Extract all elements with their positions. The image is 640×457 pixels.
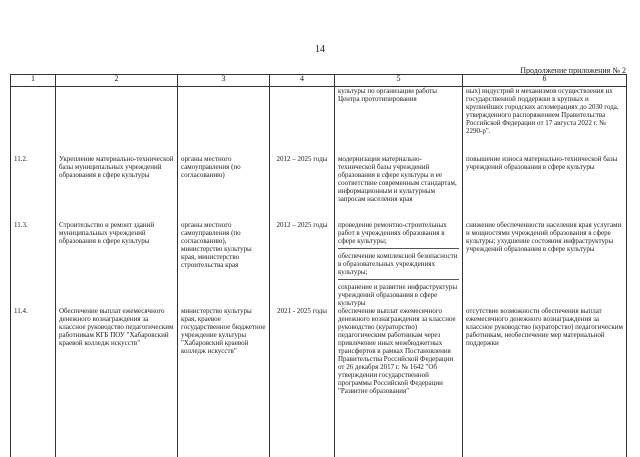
result-item: проведение ремонтно-строительных работ в учреждениях образования в сфере культуры;	[338, 221, 447, 245]
row-number: 11.2.	[11, 155, 56, 221]
result-cell	[335, 307, 463, 457]
row-number: 11.4.	[11, 307, 56, 457]
executor-cell: органы местного самоуправления (по согласованию)	[178, 155, 270, 221]
measure-title: Укрепление материально-технической базы муниципальных учреждений образования в сфере культуры	[56, 155, 178, 221]
column-header: 4	[270, 75, 335, 87]
table-row	[11, 307, 627, 457]
result-divider	[338, 248, 459, 249]
continuation-row	[11, 87, 627, 156]
result-item: сохранение и развитие инфраструктуры учреждений образования в сфере культуры	[338, 283, 458, 307]
measure-title: Обеспечение выплат ежемесячного денежного вознаграждения за классное руководство педагогическим работникам КГБ ПОУ "Хабаровский краевой колледж искусств"	[56, 307, 178, 457]
column-header: 6	[463, 75, 627, 87]
consequence-cell: отсутствие возможности обеспечения выплат ежемесячного денежного вознаграждения за классное руководство (кураторство) педагогическим работникам, необеспечение мер материальной поддержки	[463, 307, 627, 457]
column-header: 5	[335, 75, 463, 87]
column-header-row	[11, 75, 627, 87]
result-cell: культуры по организации работы Центра прототипирования	[335, 87, 463, 156]
result-divider	[338, 279, 459, 280]
table-row	[11, 221, 627, 307]
executor-cell: министерство культуры края, краевое государственное бюджетное учреждение культуры "Хабаровский краевой колледж искусств"	[178, 307, 270, 457]
consequence-cell: снижение обеспеченности населения края услугами и мощностями учреждений образования в сфере культуры; ухудшение состояния инфраструктуры учреждений образования в сфере культуры	[463, 221, 627, 307]
column-header: 1	[11, 75, 56, 87]
measure-title: Строительство и ремонт зданий муниципальных учреждений образования в сфере культуры	[56, 221, 178, 307]
period-cell: 2012 – 2025 годы	[270, 155, 335, 221]
period-cell: 2012 – 2025 годы	[270, 221, 335, 307]
column-header: 3	[178, 75, 270, 87]
result-item: обеспечение комплексной безопасности в образовательных учреждениях культуры;	[338, 252, 458, 276]
period-cell: 2021 - 2025 годы	[270, 307, 335, 457]
consequence-cell: ных) индустрий и механизмов осуществления их государственной поддержки в крупных и крупнейших городских агломерациях до 2030 года, утвержденного распоряжением Правительства Российской Федерации от 17 августа 2022 г. № 2290-р".	[463, 87, 627, 156]
result-cell	[335, 221, 463, 307]
consequence-cell: повышение износа материально-технической базы учреждений образования в сфере культуры	[463, 155, 627, 221]
appendix-label: Продолжение приложения № 2	[520, 66, 626, 75]
table-row	[11, 155, 627, 221]
row-number: 11.3.	[11, 221, 56, 307]
program-table	[10, 74, 627, 457]
page-number: 14	[315, 44, 325, 55]
executor-cell: органы местного самоуправления (по согласованию), министерство культуры края, министерство строительства края	[178, 221, 270, 307]
result-item: модернизация материально-технической базы учреждений образования в сфере культуры и ее соответствие современным стандартам, информационным и культурным запросам населения края	[338, 155, 457, 203]
column-header: 2	[56, 75, 178, 87]
result-item: обеспечение выплат ежемесячного денежного вознаграждения за классное руководство (кураторство) педагогическим работникам через привлечение иных межбюджетных трансфертов в рамках Постановления Правительства Российской Федерации от 26 декабря 2017 г. № 1642 "Об утверждении государственной программы Российской Федерации "Развитие образования"	[338, 307, 456, 395]
result-cell	[335, 155, 463, 221]
